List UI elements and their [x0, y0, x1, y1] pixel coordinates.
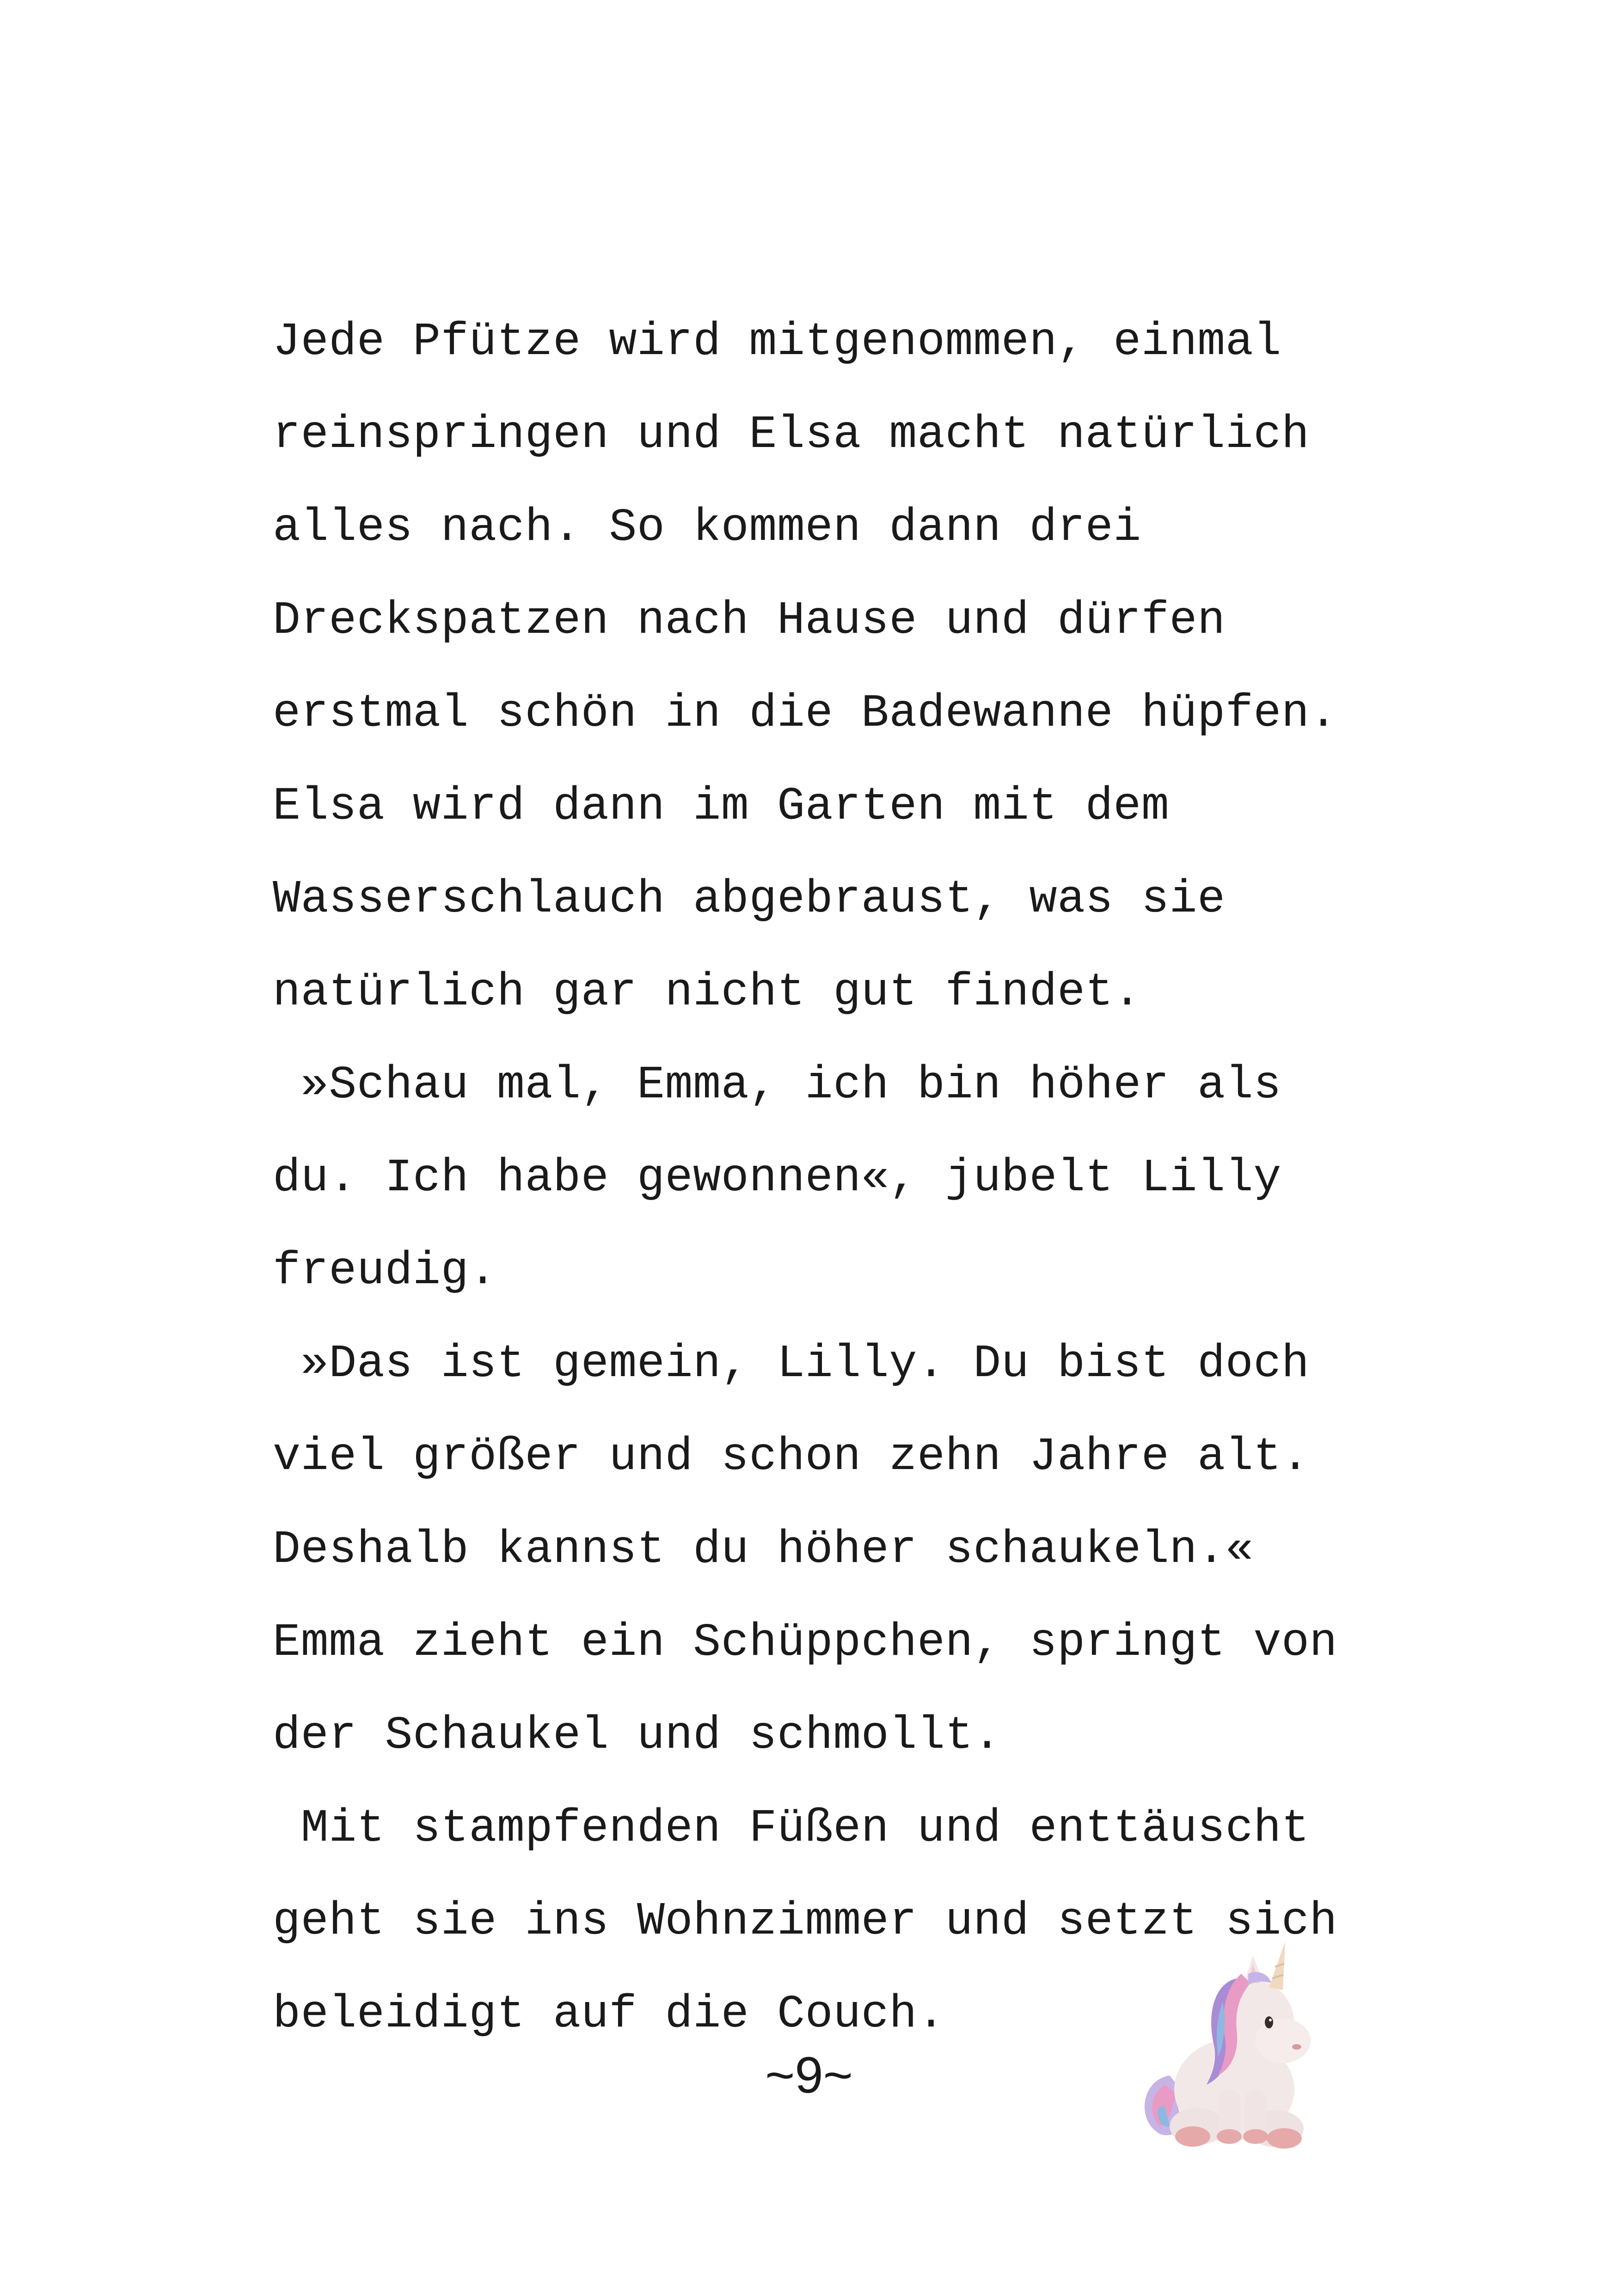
text-line: Emma zieht ein Schüppchen, springt von: [273, 1617, 1338, 1669]
body-text: [273, 296, 1382, 2061]
text-line: viel größer und schon zehn Jahre alt.: [273, 1431, 1310, 1483]
text-line: Wasserschlauch abgebraust, was sie: [273, 874, 1226, 926]
plush-unicorn-icon: [1137, 1923, 1350, 2154]
text-line: natürlich gar nicht gut findet.: [273, 967, 1141, 1019]
text-line: Mit stampfenden Füßen und enttäuscht: [273, 1803, 1310, 1855]
text-line: geht sie ins Wohnzimmer und setzt sich: [273, 1896, 1338, 1948]
text-line: Dreckspatzen nach Hause und dürfen: [273, 595, 1226, 647]
text-line: »Schau mal, Emma, ich bin höher als: [273, 1059, 1281, 1112]
text-line: alles nach. So kommen dann drei: [273, 502, 1141, 554]
text-line: Jede Pfütze wird mitgenommen, einmal: [273, 316, 1281, 368]
text-line: freudig.: [273, 1245, 497, 1298]
page-number: ~9~: [765, 2047, 853, 2104]
text-line: Deshalb kannst du höher schaukeln.«: [273, 1524, 1254, 1576]
text-line: erstmal schön in die Badewanne hüpfen.: [273, 688, 1338, 740]
text-line: reinspringen und Elsa macht natürlich: [273, 409, 1310, 461]
text-line: beleidigt auf die Couch.: [273, 1989, 945, 2041]
text-line: Elsa wird dann im Garten mit dem: [273, 781, 1170, 833]
text-line: du. Ich habe gewonnen«, jubelt Lilly: [273, 1152, 1281, 1205]
text-line: »Das ist gemein, Lilly. Du bist doch: [273, 1338, 1310, 1390]
text-line: der Schaukel und schmollt.: [273, 1710, 1001, 1762]
